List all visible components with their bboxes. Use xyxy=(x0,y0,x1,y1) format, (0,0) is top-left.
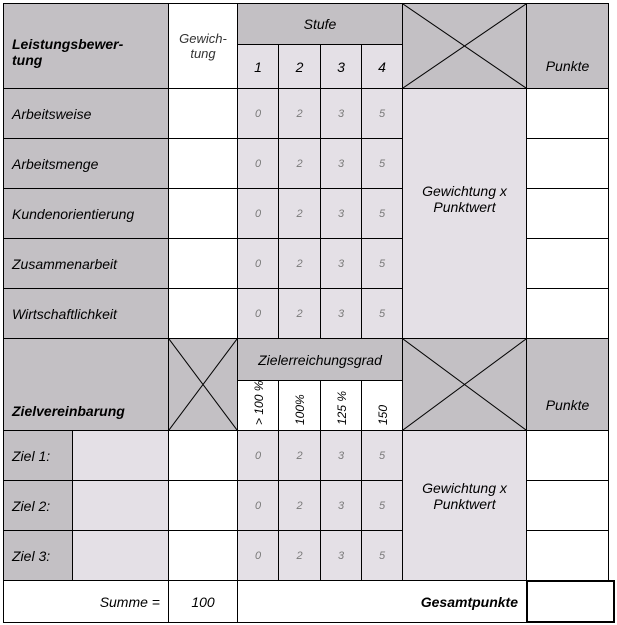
score-cell xyxy=(361,480,403,531)
formula-cell-1-text: Gewichtung x Punktwert xyxy=(422,182,507,215)
grade-label: 125 % xyxy=(335,390,349,425)
score-cell-text: 2 xyxy=(296,307,303,320)
criterion-label xyxy=(3,238,169,289)
score-cell-text: 3 xyxy=(337,157,345,170)
score-cell xyxy=(361,188,403,239)
points-cell xyxy=(526,188,609,239)
score-cell xyxy=(320,430,362,481)
criterion-label-text: Kundenorientierung xyxy=(12,205,135,222)
gewichtung-header xyxy=(168,3,238,89)
score-cell-text: 5 xyxy=(378,499,386,512)
ziel-crossed-cell xyxy=(168,338,238,431)
weight-input-cell xyxy=(168,138,238,189)
score-cell-text: 5 xyxy=(378,257,386,270)
ziel-points-cell xyxy=(526,430,609,481)
score-cell xyxy=(278,88,321,139)
cross-icon xyxy=(403,4,526,88)
points-cell xyxy=(526,138,609,189)
score-cell xyxy=(278,480,321,531)
ziel-punkte-header xyxy=(526,338,609,431)
ziel-label xyxy=(3,530,73,581)
grad-header-text: Zielerreichungsgrad xyxy=(258,351,382,368)
criterion-label xyxy=(3,188,169,239)
score-cell xyxy=(237,288,279,339)
score-cell-text: 2 xyxy=(296,549,303,562)
score-cell xyxy=(320,238,362,289)
score-cell-text: 2 xyxy=(296,257,303,270)
score-cell xyxy=(237,188,279,239)
ziel-label xyxy=(3,480,73,531)
score-cell-text: 3 xyxy=(337,307,345,320)
grade-col-3 xyxy=(320,380,362,431)
score-cell-text: 2 xyxy=(296,107,303,120)
header-crossed-cell xyxy=(402,3,527,89)
grade-label: 100% xyxy=(293,394,307,425)
score-cell-text: 3 xyxy=(337,207,345,220)
gesamt-label xyxy=(237,580,527,623)
score-cell xyxy=(237,480,279,531)
score-cell-text: 0 xyxy=(254,449,262,462)
weight-input-cell xyxy=(168,288,238,339)
score-cell-text: 3 xyxy=(337,107,345,120)
stufe-col-3 xyxy=(320,44,362,89)
score-cell-text: 2 xyxy=(296,207,303,220)
ziel-label-text: Ziel 3: xyxy=(12,547,51,564)
cross-icon xyxy=(169,339,237,430)
score-cell xyxy=(278,138,321,189)
criterion-label-text: Wirtschaftlichkeit xyxy=(12,305,117,322)
score-cell-text: 0 xyxy=(254,257,262,270)
stufe-col-2 xyxy=(278,44,321,89)
score-cell xyxy=(361,88,403,139)
grade-label: 150 xyxy=(376,404,390,425)
ziel-header-text: Zielvereinbarung xyxy=(12,403,125,419)
score-cell-text: 3 xyxy=(337,499,345,512)
ziel-punkte-header-text: Punkte xyxy=(545,396,590,413)
score-cell xyxy=(361,288,403,339)
grade-col-1 xyxy=(237,380,279,431)
score-cell-text: 2 xyxy=(296,449,303,462)
ziel-crossed-cell-2 xyxy=(402,338,527,431)
gesamt-value-box xyxy=(526,580,615,623)
formula-cell-2 xyxy=(402,430,527,581)
ziel-label xyxy=(3,430,73,481)
score-cell-text: 3 xyxy=(337,257,345,270)
score-cell-text: 0 xyxy=(254,307,262,320)
score-cell xyxy=(237,138,279,189)
ziel-header xyxy=(3,338,169,431)
ziel-weight-cell xyxy=(168,530,238,581)
ziel-points-cell xyxy=(526,530,609,581)
points-cell xyxy=(526,238,609,289)
score-cell xyxy=(320,288,362,339)
ziel-label-text: Ziel 1: xyxy=(12,447,51,464)
score-cell-text: 5 xyxy=(378,107,386,120)
summe-label-text: Summe = xyxy=(99,593,160,610)
score-cell xyxy=(361,530,403,581)
score-cell-text: 5 xyxy=(378,307,386,320)
score-cell xyxy=(237,430,279,481)
stufe-col-3-text: 3 xyxy=(337,58,345,75)
points-cell xyxy=(526,88,609,139)
grade-label: > 100 % xyxy=(252,380,266,425)
ziel-description-cell xyxy=(72,480,169,531)
score-cell-text: 2 xyxy=(296,157,303,170)
score-cell xyxy=(361,138,403,189)
formula-cell-2-text: Gewichtung x Punktwert xyxy=(422,479,507,512)
score-cell xyxy=(237,530,279,581)
score-cell-text: 3 xyxy=(337,449,345,462)
weight-input-cell xyxy=(168,88,238,139)
score-cell xyxy=(361,430,403,481)
weight-input-cell xyxy=(168,238,238,289)
score-cell xyxy=(278,288,321,339)
criterion-label xyxy=(3,138,169,189)
score-cell-text: 2 xyxy=(296,499,303,512)
score-cell xyxy=(278,238,321,289)
criterion-label xyxy=(3,88,169,139)
punkte-header-text: Punkte xyxy=(545,58,590,74)
stufe-col-4-text: 4 xyxy=(378,58,386,75)
score-cell xyxy=(278,530,321,581)
score-cell-text: 5 xyxy=(378,549,386,562)
leistung-header-text: Leistungsbewer- tung xyxy=(12,36,124,68)
gesamt-label-text: Gesamtpunkte xyxy=(420,593,518,610)
ziel-label-text: Ziel 2: xyxy=(12,497,51,514)
cross-icon xyxy=(403,339,526,430)
score-cell-text: 0 xyxy=(254,549,262,562)
score-cell xyxy=(361,238,403,289)
weight-input-cell xyxy=(168,188,238,239)
score-cell xyxy=(320,88,362,139)
score-cell xyxy=(237,88,279,139)
score-cell-text: 0 xyxy=(254,207,262,220)
criterion-label xyxy=(3,288,169,339)
criterion-label-text: Arbeitsmenge xyxy=(12,155,99,172)
leistung-header xyxy=(3,3,169,89)
grad-header xyxy=(237,338,403,381)
score-cell-text: 0 xyxy=(254,157,262,170)
stufe-col-2-text: 2 xyxy=(295,58,304,75)
stufe-col-1 xyxy=(237,44,279,89)
ziel-weight-cell xyxy=(168,430,238,481)
stufe-col-1-text: 1 xyxy=(254,58,262,75)
score-cell xyxy=(237,238,279,289)
ziel-points-cell xyxy=(526,480,609,531)
stufe-col-4 xyxy=(361,44,403,89)
stufe-header xyxy=(237,3,403,45)
criterion-label-text: Arbeitsweise xyxy=(12,105,92,122)
summe-label xyxy=(3,580,169,623)
score-cell-text: 3 xyxy=(337,549,345,562)
score-cell-text: 5 xyxy=(378,157,386,170)
points-cell xyxy=(526,288,609,339)
ziel-description-cell xyxy=(72,530,169,581)
formula-cell-1 xyxy=(402,88,527,339)
punkte-header xyxy=(526,3,609,89)
score-cell-text: 0 xyxy=(254,499,262,512)
grade-col-4 xyxy=(361,380,403,431)
score-cell xyxy=(278,188,321,239)
criterion-label-text: Zusammenarbeit xyxy=(12,255,118,272)
score-cell-text: 5 xyxy=(378,207,386,220)
gewichtung-header-text: Gewich- tung xyxy=(179,31,227,61)
score-cell xyxy=(320,188,362,239)
score-cell xyxy=(320,530,362,581)
score-cell-text: 0 xyxy=(254,107,262,120)
ziel-weight-cell xyxy=(168,480,238,531)
grade-col-2 xyxy=(278,380,321,431)
score-cell-text: 5 xyxy=(378,449,386,462)
score-cell xyxy=(278,430,321,481)
score-cell xyxy=(320,138,362,189)
summe-value xyxy=(168,580,238,623)
summe-value-text: 100 xyxy=(191,593,215,610)
ziel-description-cell xyxy=(72,430,169,481)
stufe-header-text: Stufe xyxy=(303,16,337,32)
score-cell xyxy=(320,480,362,531)
